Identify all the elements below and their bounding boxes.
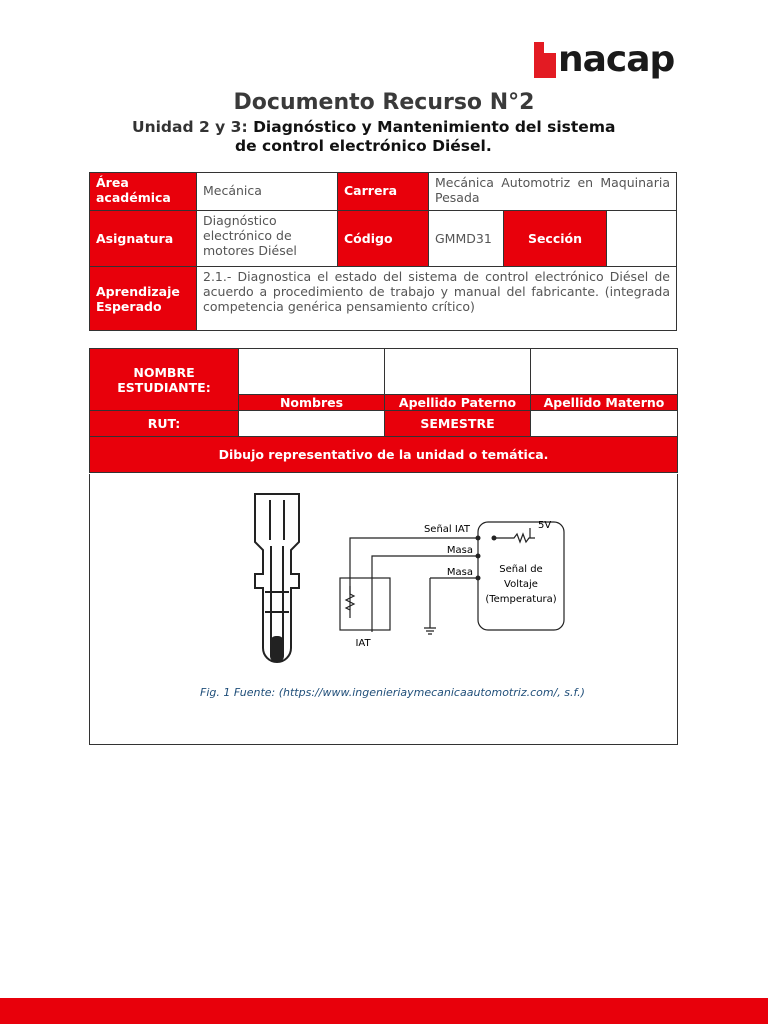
course-info-table: [89, 172, 677, 331]
col-paternal: Apellido Paterno: [385, 395, 531, 411]
sensor-tip-icon: [270, 636, 284, 662]
rut-label: RUT:: [90, 411, 239, 437]
footer-bar: [0, 998, 768, 1024]
figure-caption: Fig. 1 Fuente: (https://www.ingenieriaymecanicaautomotriz.com/, s.f.): [200, 686, 585, 699]
names-input[interactable]: [239, 349, 385, 395]
wiring-icon: [340, 522, 564, 634]
ground1-label: Masa: [446, 545, 473, 556]
subtitle-line2: de control electrónico Diésel.: [235, 137, 492, 155]
junction-dots-icon: [476, 536, 497, 581]
rut-input[interactable]: [239, 411, 385, 437]
student-name-label: NOMBRE ESTUDIANTE:: [90, 349, 239, 411]
area-value: Mecánica: [197, 173, 338, 211]
subject-value: Diagnóstico electrónico de motores Diésel: [197, 211, 338, 267]
code-value: GMMD31: [429, 211, 504, 267]
maternal-input[interactable]: [531, 349, 678, 395]
col-names: Nombres: [239, 395, 385, 411]
ground2-label: Masa: [446, 567, 473, 578]
ecu-line2: Voltaje: [504, 579, 538, 590]
career-value: Mecánica Automotriz en Maquinaria Pesada: [429, 173, 677, 211]
code-label: Código: [338, 211, 429, 267]
col-maternal: Apellido Materno: [531, 395, 678, 411]
drawing-label: Dibujo representativo de la unidad o temática.: [90, 437, 678, 473]
subtitle-line1: Diagnóstico y Mantenimiento del sistema: [253, 118, 616, 136]
ecu-line1: Señal de: [499, 564, 543, 575]
iat-sensor-diagram: [230, 486, 580, 676]
semester-input[interactable]: [531, 411, 678, 437]
learning-value: 2.1.- Diagnostica el estado del sistema de control electrónico Diésel de acuerdo a procedimiento de trabajo y manual del fabricante. (integrada competencia genérica pensamiento crítico): [197, 267, 677, 331]
document-subtitle: [132, 118, 692, 156]
inacap-logo: [534, 38, 674, 78]
sensor-label: IAT: [355, 638, 371, 649]
area-label: Área académica: [90, 173, 197, 211]
unit-label: Unidad 2 y 3:: [132, 118, 248, 136]
logo-text: nacap: [558, 39, 675, 80]
signal-label: Señal IAT: [423, 524, 470, 535]
paternal-input[interactable]: [385, 349, 531, 395]
learning-label: Aprendizaje Esperado: [90, 267, 197, 331]
section-value[interactable]: [607, 211, 677, 267]
semester-label: SEMESTRE: [385, 411, 531, 437]
document-title: Documento Recurso N°2: [233, 90, 535, 115]
logo-mark-icon: [534, 42, 556, 78]
career-label: Carrera: [338, 173, 429, 211]
student-table: [89, 348, 678, 473]
section-label: Sección: [504, 211, 607, 267]
subject-label: Asignatura: [90, 211, 197, 267]
ecu-line3: (Temperatura): [485, 594, 557, 605]
voltage-label: 5V: [538, 520, 552, 531]
